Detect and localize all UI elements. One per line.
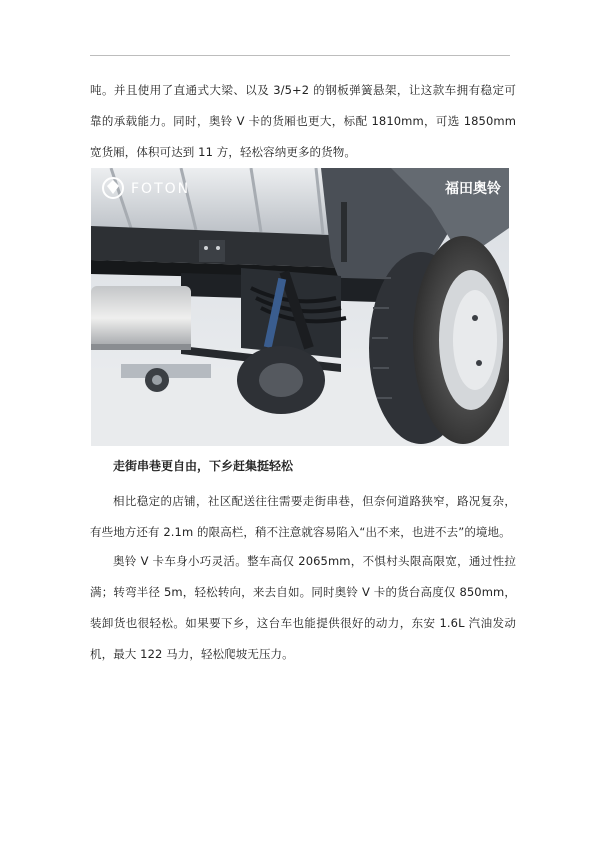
paragraph-agility-engine: 奥铃 V 卡车身小巧灵活。整车高仅 2065mm，不惧村头限高限宽，通过性拉满；转弯半径 5m，轻松转向，来去自如。同时奥铃 V 卡的货台高度仅 850mm，装卸货也很轻松。如果要下乡，这台车也能提供很好的动力，东安 1.6L 汽油发动机，最大 122 马力，轻松爬坡无压力。	[90, 554, 516, 661]
paragraph-cargo-box: 吨。并且使用了直通式大梁、以及 3/5+2 的钢板弹簧悬架，让这款车拥有稳定可靠的承载能力。同时，奥铃 V 卡的货厢也更大，标配 1810mm，可选 1850mm 宽货厢，体积可达到 11 方，轻松容纳更多的货物。	[90, 83, 516, 159]
section-heading: 走街串巷更自由，下乡赶集挺轻松	[113, 459, 294, 473]
foton-watermark: 福田奥铃	[445, 181, 501, 197]
foton-logo-text: FOTON	[131, 181, 191, 197]
truck-chassis-photo	[91, 168, 509, 446]
paragraph-narrow-roads: 相比稳定的店铺，社区配送往往需要走街串巷，但奈何道路狭窄，路况复杂，有些地方还有 2.1m 的限高栏，稍不注意就容易陷入“出不来，也进不去”的境地。	[90, 494, 516, 539]
header-rule	[90, 55, 510, 56]
